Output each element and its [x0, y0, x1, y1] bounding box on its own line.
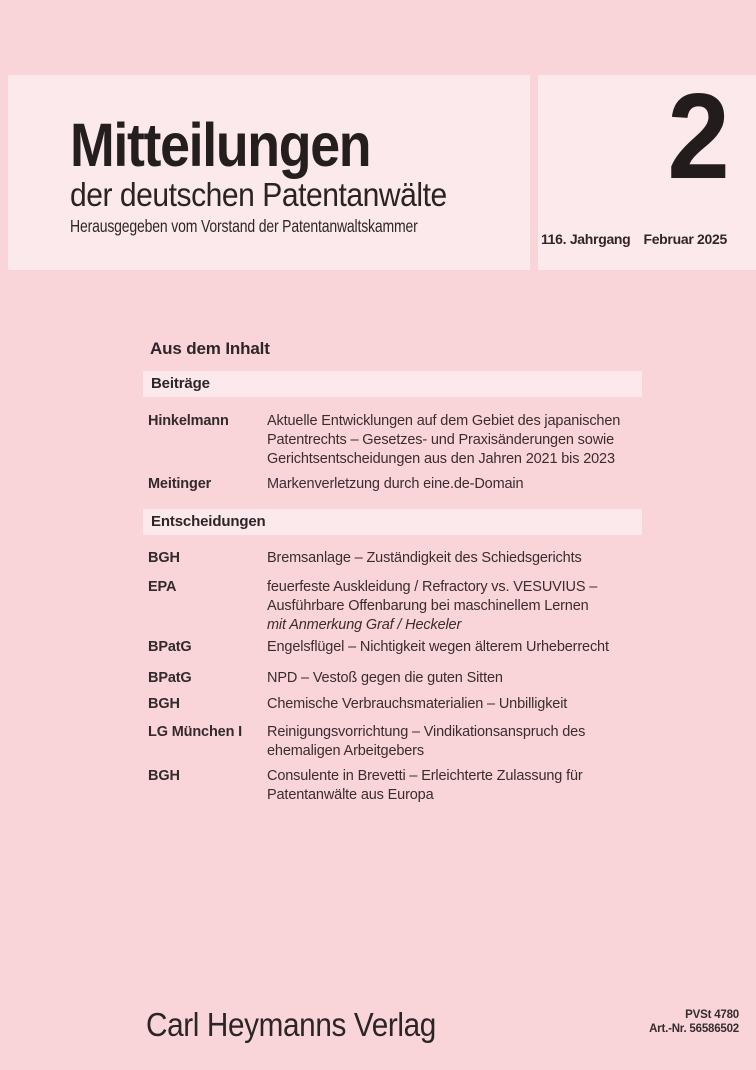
table-of-contents	[143, 339, 642, 805]
toc-text: Reinigungsvorrichtung – Vindikationsanspruch des ehemaligen Arbeitgebers	[267, 724, 586, 759]
section-header-beitraege: Beiträge	[143, 371, 642, 397]
toc-row	[143, 549, 642, 568]
toc-text: Bremsanlage – Zuständigkeit des Schiedsgerichts	[267, 550, 582, 566]
publisher-name: Carl Heymanns Verlag	[146, 1006, 436, 1043]
toc-label: LG München I	[148, 724, 243, 740]
issue-date: Februar 2025	[643, 231, 727, 247]
section-header-entscheidungen: Entscheidungen	[143, 509, 642, 535]
toc-row	[143, 578, 642, 635]
toc-row	[143, 723, 642, 761]
article-number: Art.-Nr. 56586502	[649, 1023, 739, 1035]
toc-text-main: feuerfeste Auskleidung / Refractory vs. VESUVIUS – Ausführbare Offenbarung bei maschinellem Lernen	[267, 579, 598, 614]
toc-row	[143, 475, 642, 494]
journal-subtitle: der deutschen Patentanwälte	[70, 176, 447, 213]
toc-row	[143, 767, 642, 805]
toc-text: Aktuelle Entwicklungen auf dem Gebiet des japanischen Patentrechts – Gesetzes- und Praxisänderungen sowie Gerichtsentscheidungen aus den Jahren 2021 bis 2023	[267, 413, 621, 467]
toc-text: NPD – Vestoß gegen die guten Sitten	[267, 670, 503, 686]
journal-title: Mitteilungen	[70, 111, 371, 179]
masthead-panel	[8, 75, 530, 270]
toc-row	[143, 638, 642, 657]
toc-text: Consulente in Brevetti – Erleichterte Zulassung für Patentanwälte aus Europa	[267, 768, 583, 803]
toc-label: BPatG	[148, 670, 192, 686]
toc-row	[143, 669, 642, 688]
toc-label: BGH	[148, 696, 180, 712]
toc-text: Engelsflügel – Nichtigkeit wegen älterem Urheberrecht	[267, 639, 609, 655]
toc-heading: Aus dem Inhalt	[150, 339, 270, 358]
toc-text	[267, 578, 642, 635]
toc-label: EPA	[148, 579, 177, 595]
issue-meta	[541, 231, 727, 247]
toc-text: Markenverletzung durch eine.de-Domain	[267, 476, 524, 492]
toc-row	[143, 412, 642, 469]
print-codes	[649, 1008, 739, 1036]
issue-panel	[538, 68, 756, 270]
toc-label: Hinkelmann	[148, 413, 229, 429]
toc-annotation: mit Anmerkung Graf / Heckeler	[267, 617, 462, 633]
volume-label: 116. Jahrgang	[540, 231, 631, 247]
postal-registration: PVSt 4780	[685, 1009, 739, 1021]
toc-text: Chemische Verbrauchsmaterialien – Unbilligkeit	[267, 696, 568, 712]
issue-number: 2	[667, 68, 730, 204]
toc-label: BPatG	[148, 639, 192, 655]
toc-label: Meitinger	[148, 476, 212, 492]
journal-tagline: Herausgegeben vom Vorstand der Patentanwaltskammer	[70, 216, 418, 236]
toc-label: BGH	[148, 550, 180, 566]
toc-label: BGH	[148, 768, 180, 784]
toc-row	[143, 695, 642, 714]
